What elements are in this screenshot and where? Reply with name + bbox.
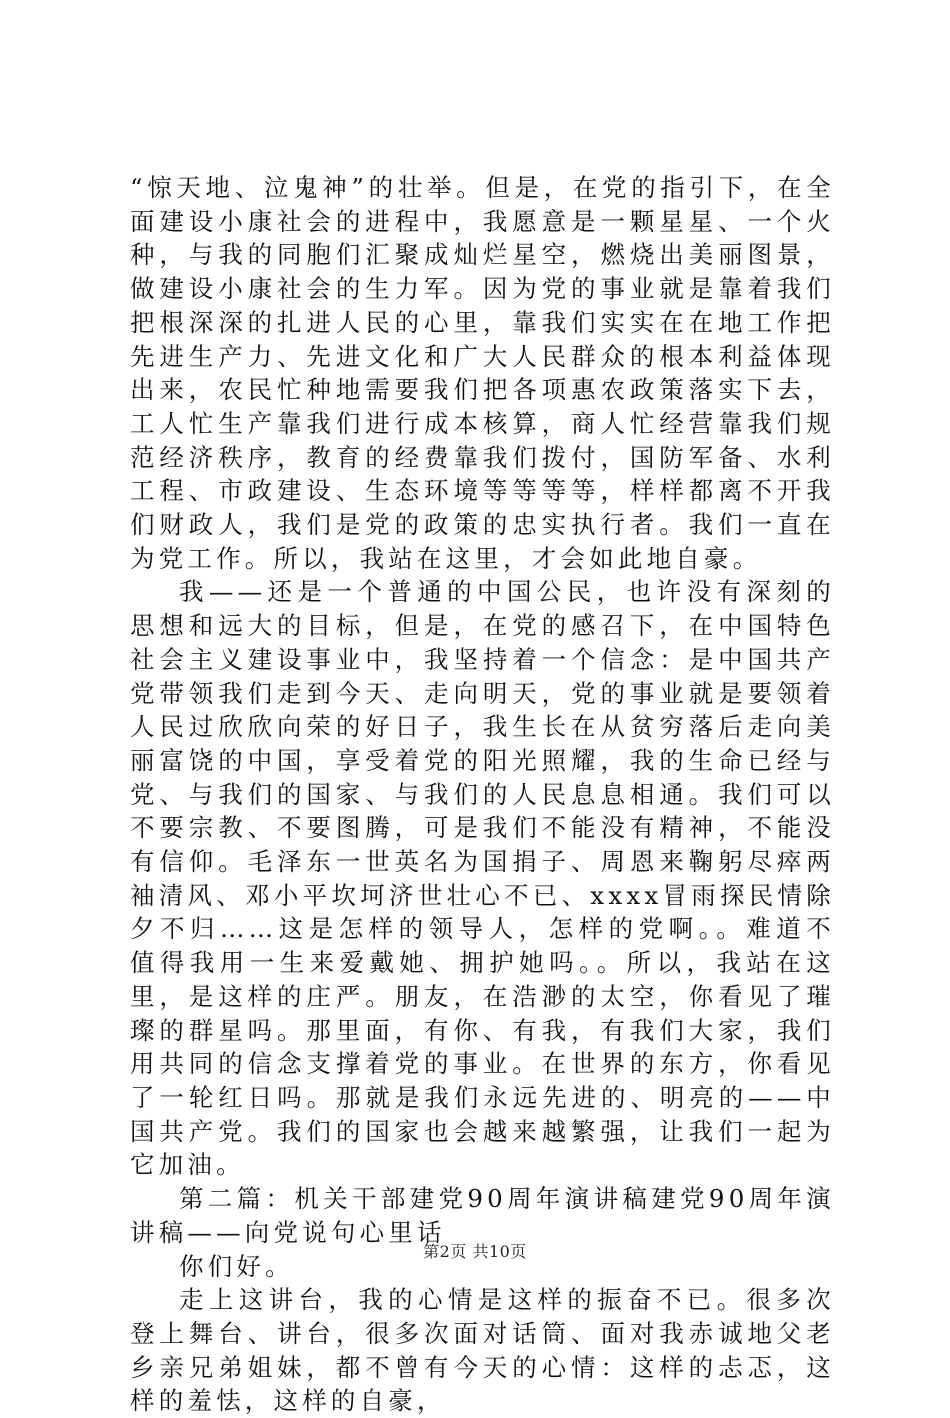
- paragraph-opening: 走上这讲台，我的心情是这样的振奋不已。很多次登上舞台、讲台，很多次面对话筒、面对我赤诚地父老乡亲兄弟姐妹，都不曾有今天的心情：这样的忐忑，这样的羞怯，这样的自豪，: [130, 1285, 835, 1416]
- section-heading: 第二篇：机关干部建党90周年演讲稿建党90周年演讲稿——向党说句心里话: [130, 1184, 835, 1247]
- document-body: [130, 171, 835, 1418]
- paragraph-2: 我——还是一个普通的中国公民，也许没有深刻的思想和远大的目标，但是，在党的感召下，在中国特色社会主义建设事业中，我坚持着一个信念：是中国共产党带领我们走到今天、走向明天，党的事业就是要领着人民过欣欣向荣的好日子，我生长在从贫穷落后走向美丽富饶的中国，享受着党的阳光照耀，我的生命已经与党、与我们的国家、与我们的人民息息相通。我们可以不要宗教、不要图腾，可是我们不能没有精神，不能没有信仰。毛泽东一世英名为国捐子、周恩来鞠躬尽瘁两袖清风、邓小平坎坷济世壮心不已、xxxx冒雨探民情除夕不归……这是怎样的领导人，怎样的党啊。。难道不值得我用一生来爱戴她、拥护她吗。。所以，我站在这里，是这样的庄严。朋友，在浩渺的太空，你看见了璀璨的群星吗。那里面，有你、有我，有我们大家，我们用共同的信念支撑着党的事业。在世界的东方，你看见了一轮红日吗。那就是我们永远先进的、明亮的——中国共产党。我们的国家也会越来越繁强，让我们一起为它加油。: [130, 577, 835, 1180]
- greeting-paragraph: 你们好。: [179, 1251, 294, 1281]
- page-number-footer: 第2页 共10页: [423, 1242, 527, 1261]
- paragraph-1: “惊天地、泣鬼神”的壮举。但是，在党的指引下，在全面建设小康社会的进程中，我愿意是一颗星星、一个火种，与我的同胞们汇聚成灿烂星空，燃烧出美丽图景，做建设小康社会的生力军。因为党的事业就是靠着我们把根深深的扎进人民的心里，靠我们实实在在地工作把先进生产力、先进文化和广大人民群众的根本利益体现出来，农民忙种地需要我们把各项惠农政策落实下去，工人忙生产靠我们进行成本核算，商人忙经营靠我们规范经济秩序，教育的经费靠我们拨付，国防军备、水利工程、市政建设、生态环境等等等等，样样都离不开我们财政人，我们是党的政策的忠实执行者。我们一直在为党工作。所以，我站在这里，才会如此地自豪。: [130, 173, 835, 573]
